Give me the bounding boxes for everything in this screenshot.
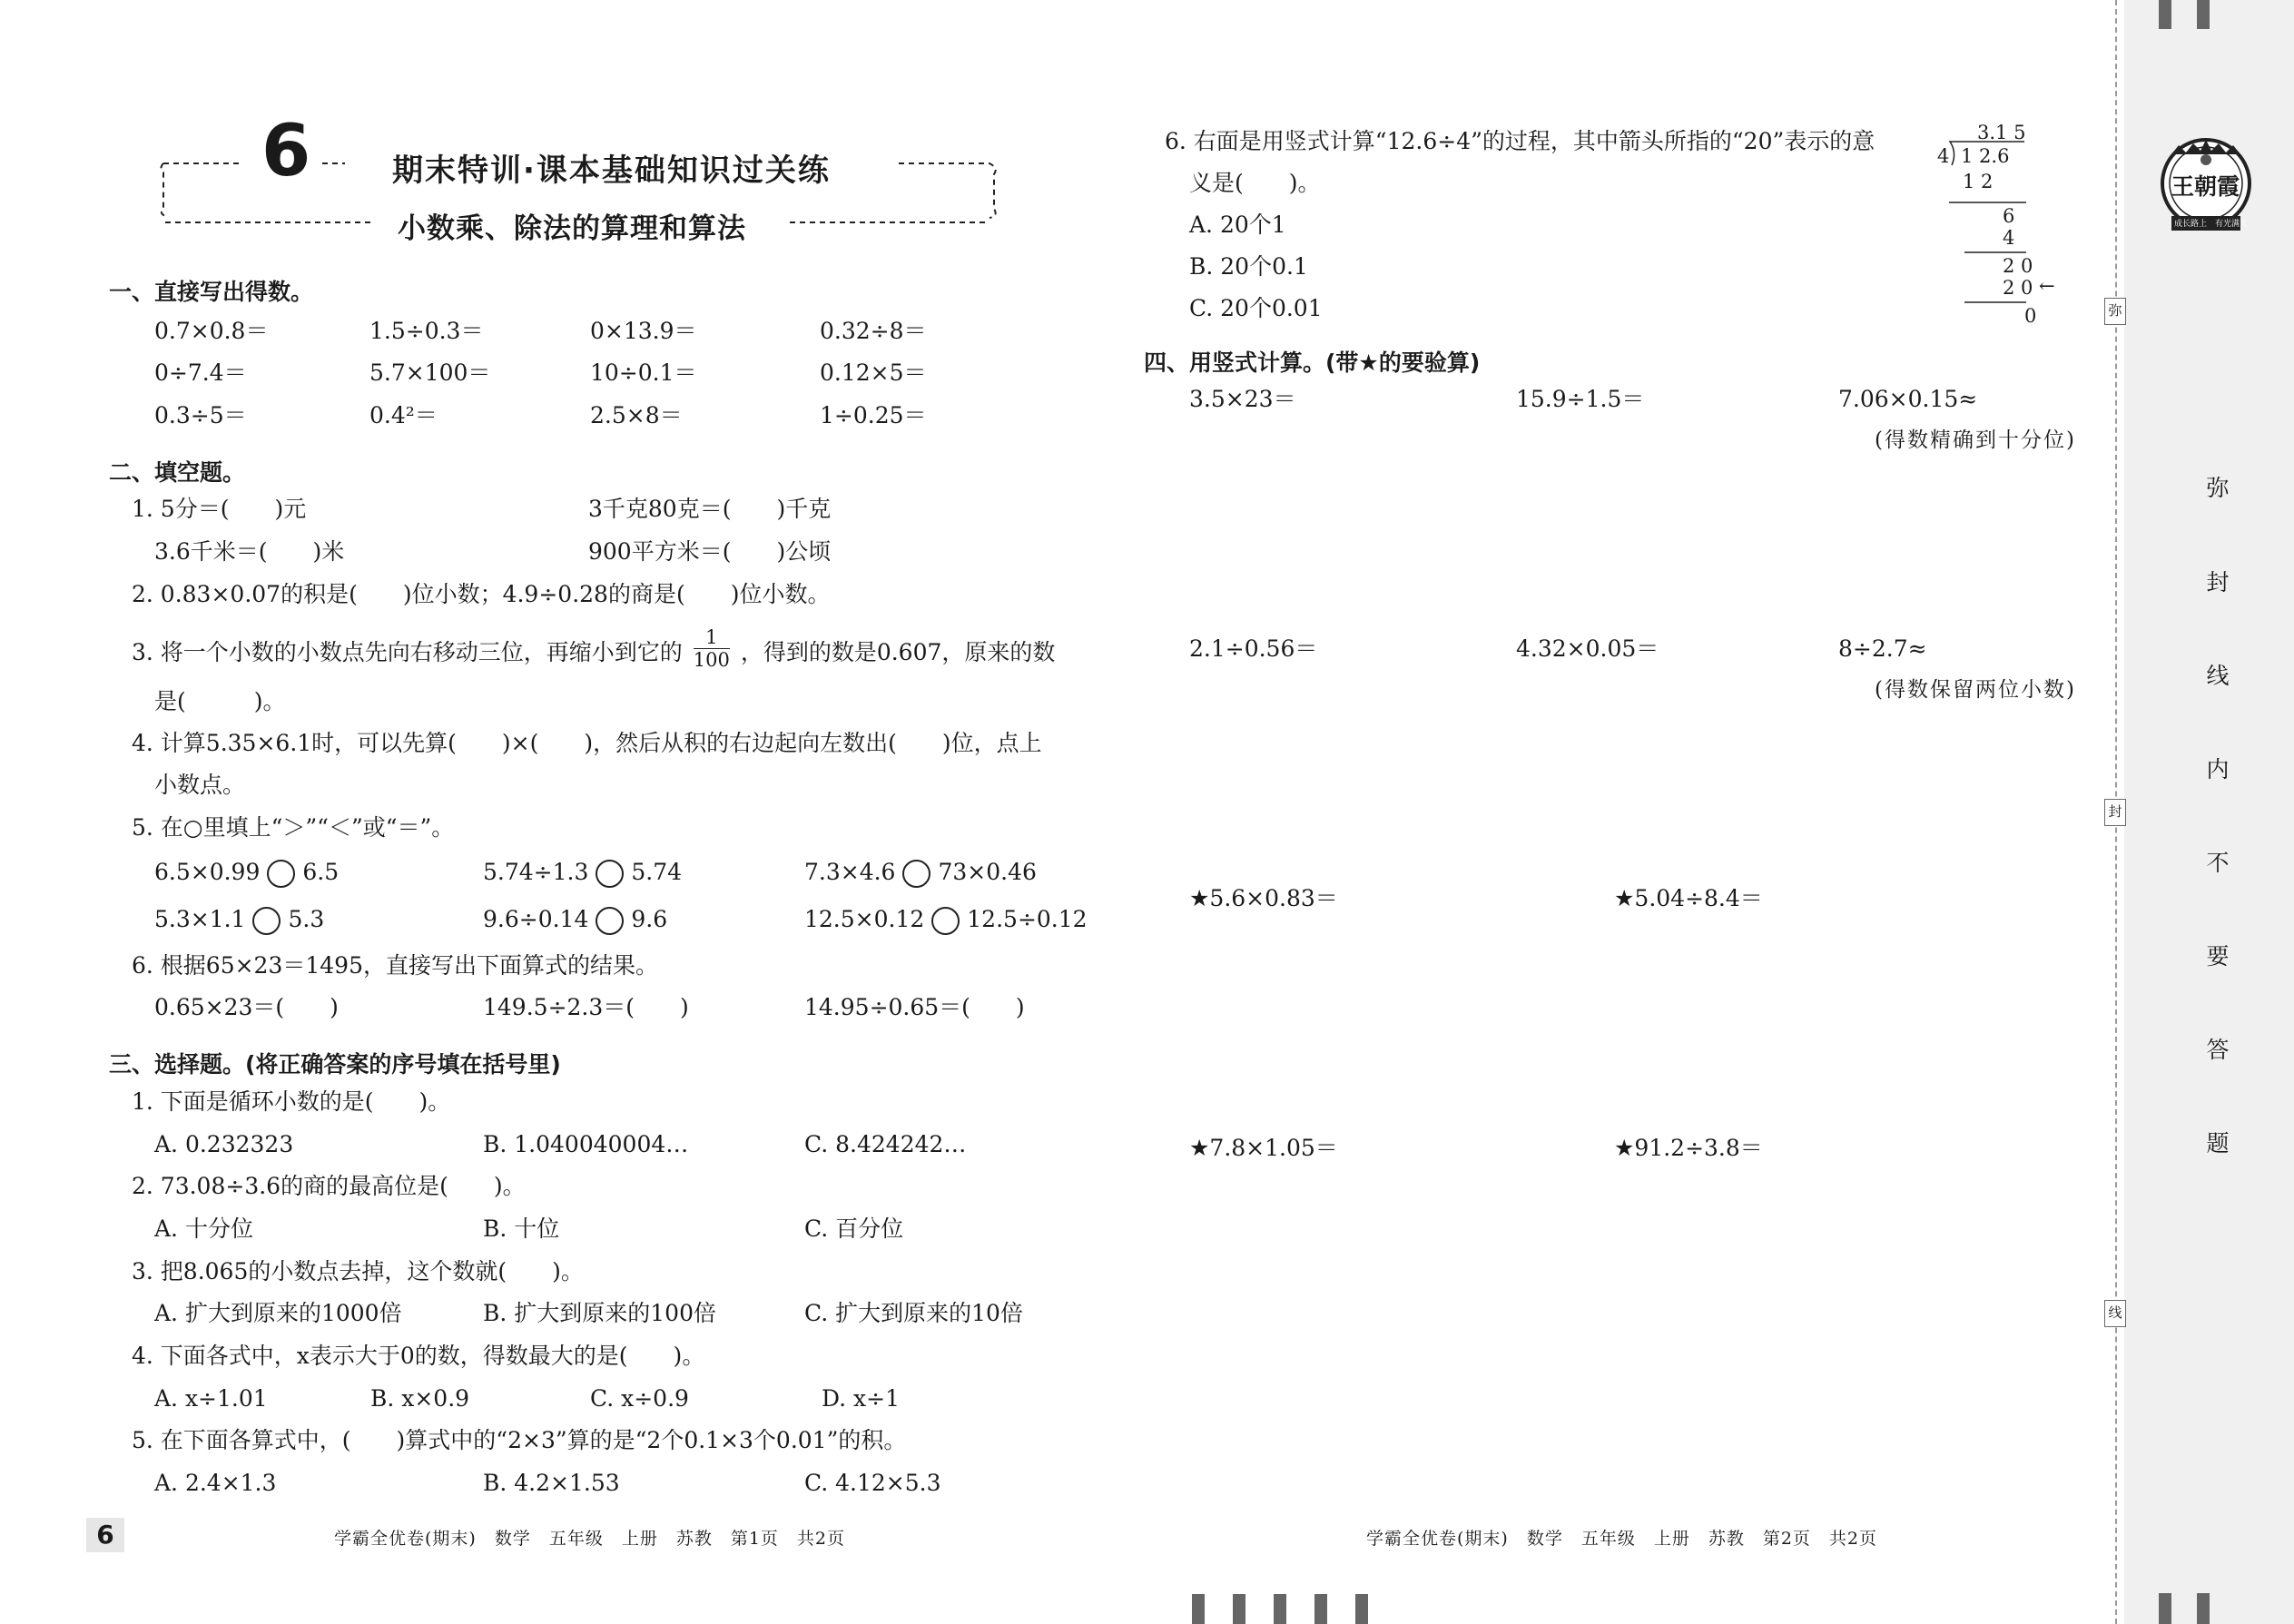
choice-q5-b: B. 4.2×1.53: [483, 1470, 620, 1496]
oral-calc-item: 0.3÷5＝: [154, 402, 247, 428]
choice-q6-c: C. 20个0.01: [1189, 295, 1323, 321]
reg-bar: [2197, 0, 2210, 29]
calc-r2-3: 8÷2.7≈: [1838, 635, 1927, 662]
seal-char-8: 题: [2206, 1130, 2230, 1156]
calc-r2-2: 4.32×0.05＝: [1516, 635, 1659, 662]
oral-calc-item: 0.12×5＝: [820, 359, 927, 386]
calc-r1-2: 15.9÷1.5＝: [1516, 386, 1645, 412]
fill-q5: 5. 在○里填上“＞”“＜”或“＝”。: [132, 814, 455, 841]
choice-q6-a: A. 20个1: [1189, 212, 1286, 238]
fill-q4-line2: 小数点。: [154, 772, 246, 798]
answer-circle[interactable]: [596, 907, 624, 935]
reg-bar: [1274, 1594, 1286, 1624]
choice-q3-a: A. 扩大到原来的1000倍: [154, 1300, 402, 1326]
oral-calc-item: 0÷7.4＝: [154, 359, 247, 386]
answer-circle[interactable]: [252, 907, 281, 935]
compare-left: 7.3×4.6: [804, 859, 896, 885]
footer-left: 学霸全优卷(期末) 数学 五年级 上册 苏教 第1页 共2页: [334, 1529, 846, 1549]
choice-q1-c: C. 8.424242…: [804, 1131, 967, 1157]
choice-q4-b: B. x×0.9: [370, 1385, 470, 1412]
choice-q6-b: B. 20个0.1: [1189, 253, 1308, 280]
compare-left: 5.3×1.1: [154, 906, 246, 932]
fill-q3-fraction: [694, 626, 730, 671]
footer-right: 学霸全优卷(期末) 数学 五年级 上册 苏教 第2页 共2页: [1366, 1529, 1878, 1549]
oral-calc-item: 5.7×100＝: [369, 359, 491, 386]
answer-circle[interactable]: [931, 907, 960, 935]
reg-bar: [1355, 1594, 1368, 1624]
fill-q6-item-3: 14.95÷0.65＝( ): [804, 994, 1025, 1020]
seal-char-4: 内: [2206, 756, 2230, 782]
reg-bar: [2197, 1593, 2210, 1624]
division-divisor: 4: [1937, 145, 1950, 167]
fraction-numerator: 1: [694, 626, 730, 649]
compare-right: 6.5: [302, 859, 340, 885]
seal-char-2: 封: [2206, 569, 2230, 595]
compare-right: 73×0.46: [938, 859, 1037, 885]
seal-box-2: 封: [2104, 799, 2126, 826]
fill-q3-text-a: 3. 将一个小数的小数点先向右移动三位，再缩小到它的: [132, 639, 683, 665]
section2-heading: 二、填空题。: [109, 459, 246, 486]
calc-r1-3: 7.06×0.15≈: [1838, 386, 1978, 412]
reg-bar: [1314, 1594, 1327, 1624]
logo-text: 王朝霞: [2171, 173, 2240, 200]
compare-item: [804, 906, 1088, 935]
compare-right: 5.3: [288, 906, 325, 932]
reg-bar: [1233, 1594, 1245, 1624]
compare-item: [154, 906, 324, 935]
header-number: 6: [261, 111, 311, 192]
compare-right: 12.5÷0.12: [967, 906, 1088, 932]
oral-calc-item: 10÷0.1＝: [590, 359, 697, 386]
reg-bar: [2159, 0, 2171, 29]
oral-calc-item: 0.4²＝: [369, 402, 438, 428]
compare-item: [483, 859, 682, 888]
fill-q4-line1: 4. 计算5.35×6.1时，可以先算( )×( )，然后从积的右边起向左数出( )位，点上: [132, 730, 1042, 756]
division-line-3: 4: [2003, 227, 2015, 249]
header-subtitle: 小数乘、除法的算理和算法: [398, 212, 746, 245]
calc-r4-1: ★7.8×1.05＝: [1189, 1135, 1338, 1161]
choice-q2-a: A. 十分位: [154, 1216, 253, 1242]
oral-calc-item: 0.7×0.8＝: [154, 318, 269, 344]
calc-r2-note: (得数保留两位小数): [1875, 678, 2076, 702]
compare-left: 9.6÷0.14: [483, 906, 589, 932]
calc-r2-1: 2.1÷0.56＝: [1189, 635, 1318, 662]
division-line-5: 2 0: [2003, 277, 2033, 299]
reg-bar: [2159, 1593, 2171, 1624]
choice-q2-b: B. 十位: [483, 1216, 560, 1242]
calc-r3-2: ★5.04÷8.4＝: [1614, 885, 1763, 911]
compare-left: 5.74÷1.3: [483, 859, 589, 885]
compare-left: 12.5×0.12: [804, 906, 925, 932]
header: [154, 111, 1008, 245]
answer-circle[interactable]: [902, 860, 930, 888]
fill-q1a: 1. 5分＝( )元: [132, 496, 307, 522]
page-number-badge: 6: [86, 1518, 124, 1552]
choice-q4-a: A. x÷1.01: [154, 1385, 268, 1412]
calc-r1-1: 3.5×23＝: [1189, 386, 1296, 412]
division-lines: [1925, 125, 2106, 334]
choice-q3: 3. 把8.065的小数点去掉，这个数就( )。: [132, 1258, 584, 1284]
compare-item: [154, 859, 339, 888]
header-title: 期末特训·课本基础知识过关练: [392, 153, 831, 189]
fill-q3-text-b: ，得到的数是0.607，原来的数: [740, 639, 1056, 665]
fill-q1c: 3.6千米＝( )米: [154, 538, 345, 565]
choice-q2-c: C. 百分位: [804, 1216, 904, 1242]
calc-r4-2: ★91.2÷3.8＝: [1614, 1135, 1763, 1161]
seal-char-3: 线: [2206, 663, 2230, 689]
choice-q2: 2. 73.08÷3.6的商的最高位是( )。: [132, 1173, 526, 1199]
division-line-4: 2 0: [2003, 255, 2033, 277]
answer-circle[interactable]: [596, 860, 624, 888]
compare-left: 6.5×0.99: [154, 859, 261, 885]
oral-calc-item: 0.32÷8＝: [820, 318, 927, 344]
seal-char-7: 答: [2206, 1037, 2230, 1063]
section3-heading: 三、选择题。(将正确答案的序号填在括号里): [109, 1051, 561, 1078]
compare-item: [483, 906, 667, 935]
oral-calc-item: 0×13.9＝: [590, 318, 697, 344]
choice-q4-d: D. x÷1: [822, 1385, 900, 1412]
calc-r1-note: (得数精确到十分位): [1875, 428, 2076, 452]
compare-right: 5.74: [631, 859, 683, 885]
choice-q1-a: A. 0.232323: [154, 1131, 294, 1157]
fill-q6: 6. 根据65×23＝1495，直接写出下面算式的结果。: [132, 952, 658, 979]
publisher-logo: [2159, 127, 2254, 245]
choice-q5-c: C. 4.12×5.3: [804, 1470, 941, 1496]
reg-bar: [1192, 1594, 1205, 1624]
fill-q1b: 3千克80克＝( )千克: [588, 496, 832, 522]
long-division: [1925, 122, 2106, 334]
section4-heading: 四、用竖式计算。(带★的要验算): [1144, 349, 1481, 376]
seal-box-3: 线: [2104, 1300, 2126, 1327]
fill-q1d: 900平方米＝( )公顷: [588, 538, 832, 565]
calc-r3-1: ★5.6×0.83＝: [1189, 885, 1338, 911]
choice-q1-b: B. 1.040040004…: [483, 1131, 689, 1157]
division-dividend: 1 2.6: [1961, 145, 2010, 167]
fill-q2: 2. 0.83×0.07的积是( )位小数；4.9÷0.28的商是( )位小数。: [132, 581, 831, 607]
choice-q6-line1: 6. 右面是用竖式计算“12.6÷4”的过程，其中箭头所指的“20”表示的意: [1165, 128, 1876, 154]
section1-heading: 一、直接写出得数。: [109, 279, 314, 305]
oral-calc-item: 1.5÷0.3＝: [369, 318, 484, 344]
seal-char-1: 弥: [2206, 475, 2230, 501]
division-line-1: 1 2: [1963, 171, 1994, 192]
seal-char-5: 不: [2206, 850, 2230, 876]
fill-q3-line2: 是( )。: [154, 688, 286, 714]
oral-calc-item: 1÷0.25＝: [820, 402, 927, 428]
fill-q3-line1: [132, 626, 1056, 676]
answer-circle[interactable]: [267, 860, 295, 888]
fill-q6-item-1: 0.65×23＝( ): [154, 994, 339, 1020]
choice-q6-line2: 义是( )。: [1189, 170, 1321, 196]
choice-q3-b: B. 扩大到原来的100倍: [483, 1300, 716, 1326]
compare-item: [804, 859, 1037, 888]
fill-q6-item-2: 149.5÷2.3＝( ): [483, 994, 689, 1020]
logo-subtext: 成长路上 有光满天: [2174, 220, 2249, 229]
seal-char-6: 要: [2206, 943, 2230, 969]
choice-q5: 5. 在下面各算式中，( )算式中的“2×3”算的是“2个0.1×3个0.01”的积。: [132, 1427, 907, 1453]
choice-q4-c: C. x÷0.9: [590, 1385, 689, 1412]
division-arrow: ←: [2039, 275, 2055, 297]
division-line-6: 0: [2024, 305, 2037, 327]
seal-box-1: 弥: [2104, 298, 2126, 325]
choice-q5-a: A. 2.4×1.3: [154, 1470, 277, 1496]
compare-right: 9.6: [631, 906, 668, 932]
division-line-2: 6: [2003, 205, 2015, 227]
oral-calc-item: 2.5×8＝: [590, 402, 683, 428]
fraction-denominator: 100: [693, 649, 730, 671]
choice-q3-c: C. 扩大到原来的10倍: [804, 1300, 1023, 1326]
choice-q1: 1. 下面是循环小数的是( )。: [132, 1088, 451, 1115]
choice-q4: 4. 下面各式中，x表示大于0的数，得数最大的是( )。: [132, 1343, 705, 1369]
division-quotient: 3.1 5: [1977, 122, 2026, 143]
